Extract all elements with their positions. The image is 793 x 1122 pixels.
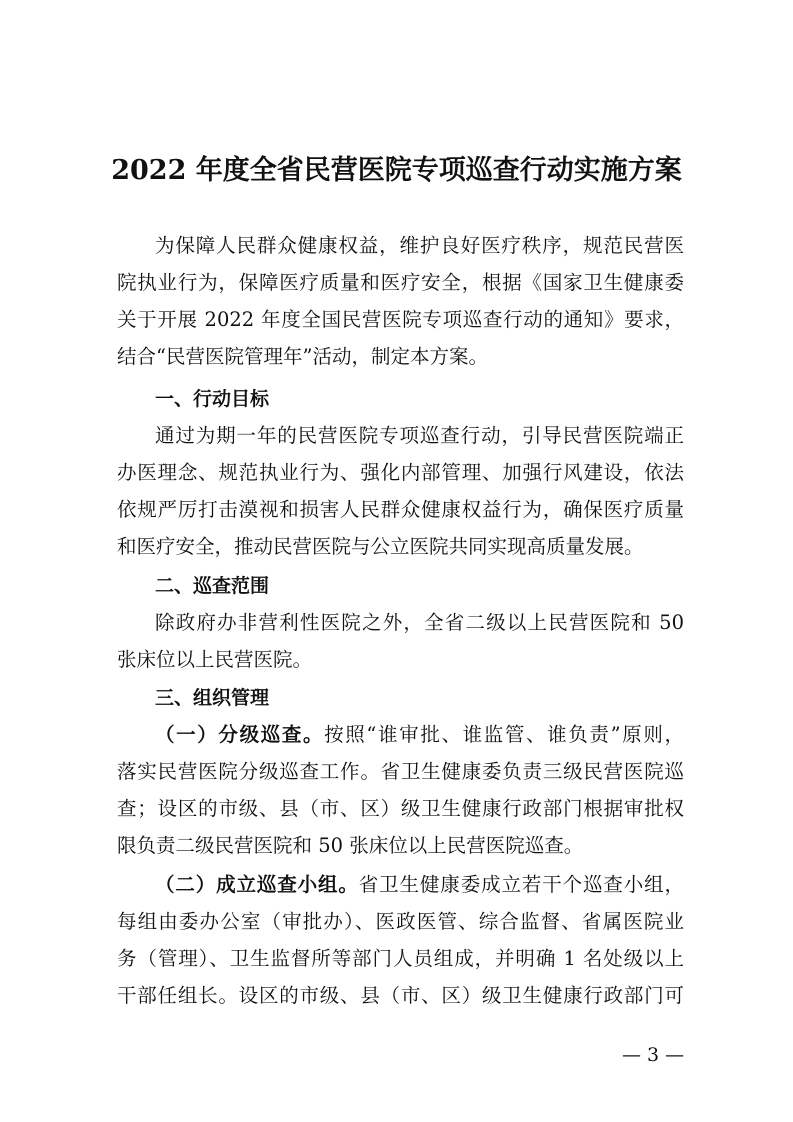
item2-label: （二）成立巡查小组。 xyxy=(155,873,359,896)
goals-line-2: 办医理念、规范执业行为、强化内部管理、加强行风建设，依法 xyxy=(117,461,684,484)
intro-line-3: 关于开展 2022 年度全国民营医院专项巡查行动的通知》要求， xyxy=(117,308,684,331)
item1-line-4: 限负责二级民营医院和 50 张床位以上民营医院巡查。 xyxy=(117,834,584,857)
item1-line-1 xyxy=(155,719,684,751)
item2-line-3: 务（管理）、卫生监督所等部门人员组成，并明确 1 名处级以上 xyxy=(117,947,684,970)
intro-line-1: 为保障人民群众健康权益，维护良好医疗秩序，规范民营医 xyxy=(155,234,684,257)
item2-line-2: 每组由委办公室（审批办）、医政医管、综合监督、省属医院业 xyxy=(117,910,684,933)
goals-line-4: 和医疗安全，推动民营医院与公立医院共同实现高质量发展。 xyxy=(117,535,644,558)
intro-line-4: 结合“民营医院管理年”活动，制定本方案。 xyxy=(117,345,488,368)
item1-label: （一）分级巡查。 xyxy=(155,723,325,746)
scope-line-2: 张床位以上民营医院。 xyxy=(117,648,313,671)
scope-line-1: 除政府办非营利性医院之外，全省二级以上民营医院和 50 xyxy=(155,611,684,634)
page-number: — 3 — xyxy=(622,1044,685,1066)
item2-line-1 xyxy=(155,869,684,901)
item2-line-4: 干部任组长。设区的市级、县（市、区）级卫生健康行政部门可 xyxy=(117,984,684,1007)
section-heading-organization: 三、组织管理 xyxy=(155,687,270,709)
item2-first-line-text: 省卫生健康委成立若干个巡查小组， xyxy=(358,873,684,896)
goals-line-1: 通过为期一年的民营医院专项巡查行动，引导民营医院端正 xyxy=(155,424,684,447)
goals-line-3: 依规严厉打击漠视和损害人民群众健康权益行为，确保医疗质量 xyxy=(117,498,684,521)
item1-first-line-text: 按照“谁审批、谁监管、谁负责”原则， xyxy=(324,723,684,746)
section-heading-goals: 一、行动目标 xyxy=(155,388,270,410)
item1-line-3: 查；设区的市级、县（市、区）级卫生健康行政部门根据审批权 xyxy=(117,797,684,820)
section-heading-scope: 二、巡查范围 xyxy=(155,575,270,597)
document-title: 2022 年度全省民营医院专项巡查行动实施方案 xyxy=(111,155,682,186)
intro-line-2: 院执业行为，保障医疗质量和医疗安全，根据《国家卫生健康委 xyxy=(117,271,684,294)
item1-line-2: 落实民营医院分级巡查工作。省卫生健康委负责三级民营医院巡 xyxy=(117,760,684,783)
